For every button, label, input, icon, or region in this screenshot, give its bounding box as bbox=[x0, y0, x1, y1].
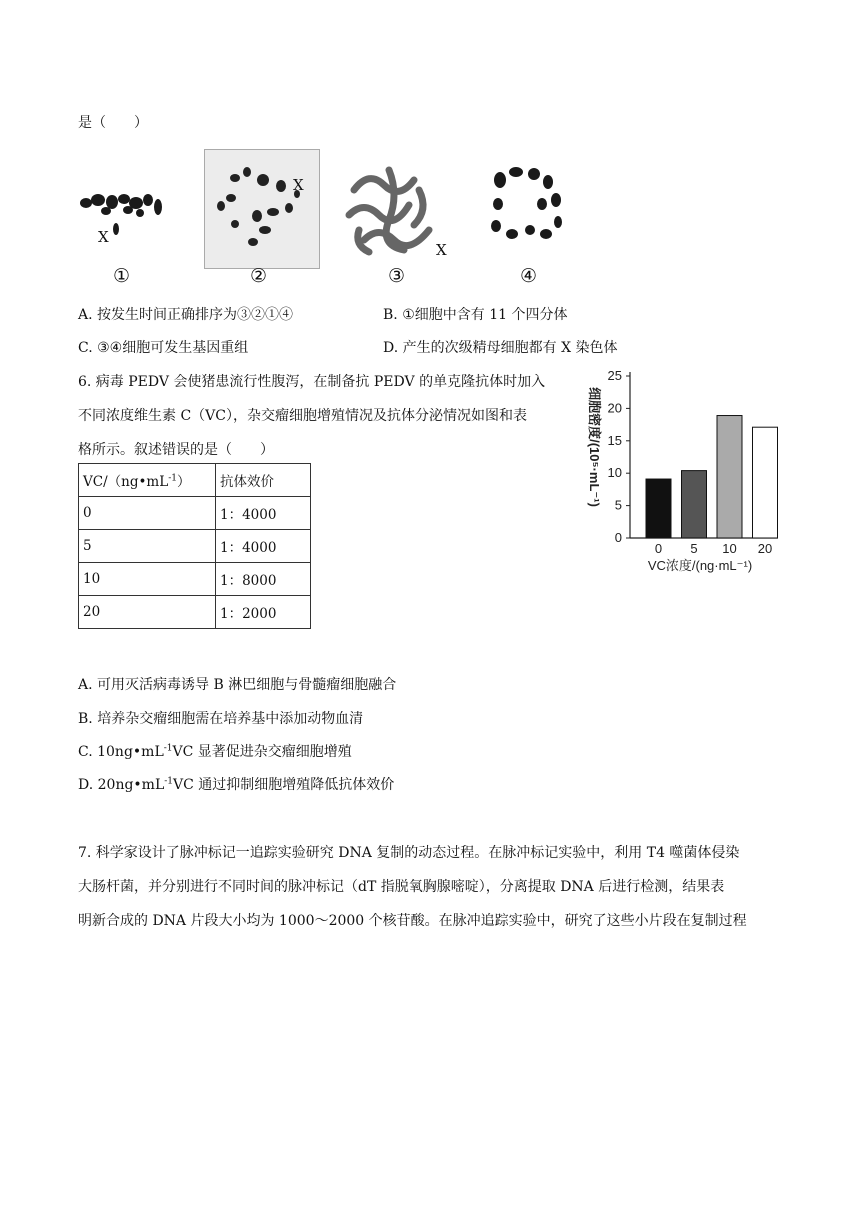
q7-stem-line-3: 明新合成的 DNA 片段大小均为 1000～2000 个核苷酸。在脉冲追踪实验中，研究了这些小片段在复制过程 bbox=[78, 913, 747, 929]
y-tick-label: 25 bbox=[607, 368, 622, 383]
table-row bbox=[79, 596, 311, 629]
figure-mark-x-1: X bbox=[98, 228, 109, 246]
q5-option-c: C. ③④细胞可发生基因重组 bbox=[78, 340, 249, 356]
table-row bbox=[79, 530, 311, 563]
micrograph-2 bbox=[204, 149, 320, 269]
x-axis-label: VC浓度/(ng·mL⁻¹) bbox=[647, 558, 753, 573]
q6-stem-line-1: 6. 病毒 PEDV 会使猪患流行性腹泻，在制备抗 PEDV 的单克隆抗体时加入 bbox=[78, 374, 546, 390]
q6-option-c: C. $10ng•mL^{-1}VC$ 显著促进杂交瘤细胞增殖 bbox=[78, 743, 352, 760]
table-cell-titer: 1：4000 bbox=[216, 497, 311, 530]
y-tick-label: 20 bbox=[607, 400, 622, 416]
table-row bbox=[79, 497, 311, 530]
y-tick-label: 5 bbox=[614, 497, 622, 513]
q7-stem-line-1: 7. 科学家设计了脉冲标记一追踪实验研究 DNA 复制的动态过程。在脉冲标记实验中，利用 T4 噬菌体侵染 bbox=[78, 845, 740, 861]
vc-titer-table bbox=[78, 463, 311, 629]
y-tick-label: 15 bbox=[607, 432, 622, 448]
q6-option-d: D. $20ng•mL^{-1}VC$ 通过抑制细胞增殖降低抗体效价 bbox=[78, 776, 395, 793]
table-cell-vc: 10 bbox=[79, 563, 216, 596]
micrograph-3 bbox=[344, 160, 444, 260]
table-cell-titer: 1：2000 bbox=[216, 596, 311, 629]
table-header-titer: 抗体效价 bbox=[216, 464, 311, 497]
table-cell-titer: 1：4000 bbox=[216, 530, 311, 563]
figure-label-3: ③ bbox=[388, 265, 406, 287]
bar-vc-10 bbox=[717, 416, 742, 538]
q5-option-b: B. ①细胞中含有 11 个四分体 bbox=[383, 307, 568, 323]
bar-vc-5 bbox=[682, 471, 707, 538]
table-cell-vc: 20 bbox=[79, 596, 216, 629]
figure-mark-x-2: X bbox=[293, 176, 304, 194]
q5-option-d: D. 产生的次级精母细胞都有 X 染色体 bbox=[383, 340, 618, 356]
figure-label-2: ② bbox=[250, 265, 268, 287]
y-axis-label: 细胞密度/(10⁵·mL⁻¹) bbox=[587, 387, 602, 507]
table-cell-vc: 0 bbox=[79, 497, 216, 530]
cell-density-chart bbox=[570, 360, 790, 580]
q7-stem-line-2: 大肠杆菌，并分别进行不同时间的脉冲标记（dT 指脱氧胸腺嘧啶），分离提取 DNA 后进行检测，结果表 bbox=[78, 879, 725, 895]
table-cell-vc: 5 bbox=[79, 530, 216, 563]
q6-option-b: B. 培养杂交瘤细胞需在培养基中添加动物血清 bbox=[78, 711, 364, 727]
table-cell-titer: 1：8000 bbox=[216, 563, 311, 596]
q6-option-a: A. 可用灭活病毒诱导 B 淋巴细胞与骨髓瘤细胞融合 bbox=[78, 677, 397, 693]
y-tick-label: 10 bbox=[607, 465, 622, 481]
bar-vc-20 bbox=[753, 427, 778, 538]
table-row bbox=[79, 563, 311, 596]
q5-stem-tail: 是（ ） bbox=[78, 115, 148, 131]
micrograph-1 bbox=[78, 185, 170, 245]
q6-stem-line-3: 格所示。叙述错误的是（ ） bbox=[78, 442, 274, 458]
figure-label-1: ① bbox=[113, 265, 131, 287]
figure-label-4: ④ bbox=[520, 265, 538, 287]
x-tick-label: 0 bbox=[654, 541, 663, 556]
q5-option-a: A. 按发生时间正确排序为③②①④ bbox=[78, 307, 294, 323]
table-header-vc: $VC/(ng•mL^{-1})$ bbox=[79, 464, 216, 497]
q6-stem-line-2: 不同浓度维生素 C（VC），杂交瘤细胞增殖情况及抗体分泌情况如图和表 bbox=[78, 408, 527, 424]
x-tick-label: 10 bbox=[722, 541, 737, 556]
y-tick-label: 0 bbox=[614, 530, 622, 545]
x-tick-label: 20 bbox=[757, 541, 773, 556]
bar-vc-0 bbox=[646, 479, 671, 538]
x-tick-label: 5 bbox=[690, 541, 698, 556]
figure-mark-x-3: X bbox=[436, 241, 447, 259]
table-header-row bbox=[79, 464, 311, 497]
micrograph-4 bbox=[486, 160, 570, 248]
